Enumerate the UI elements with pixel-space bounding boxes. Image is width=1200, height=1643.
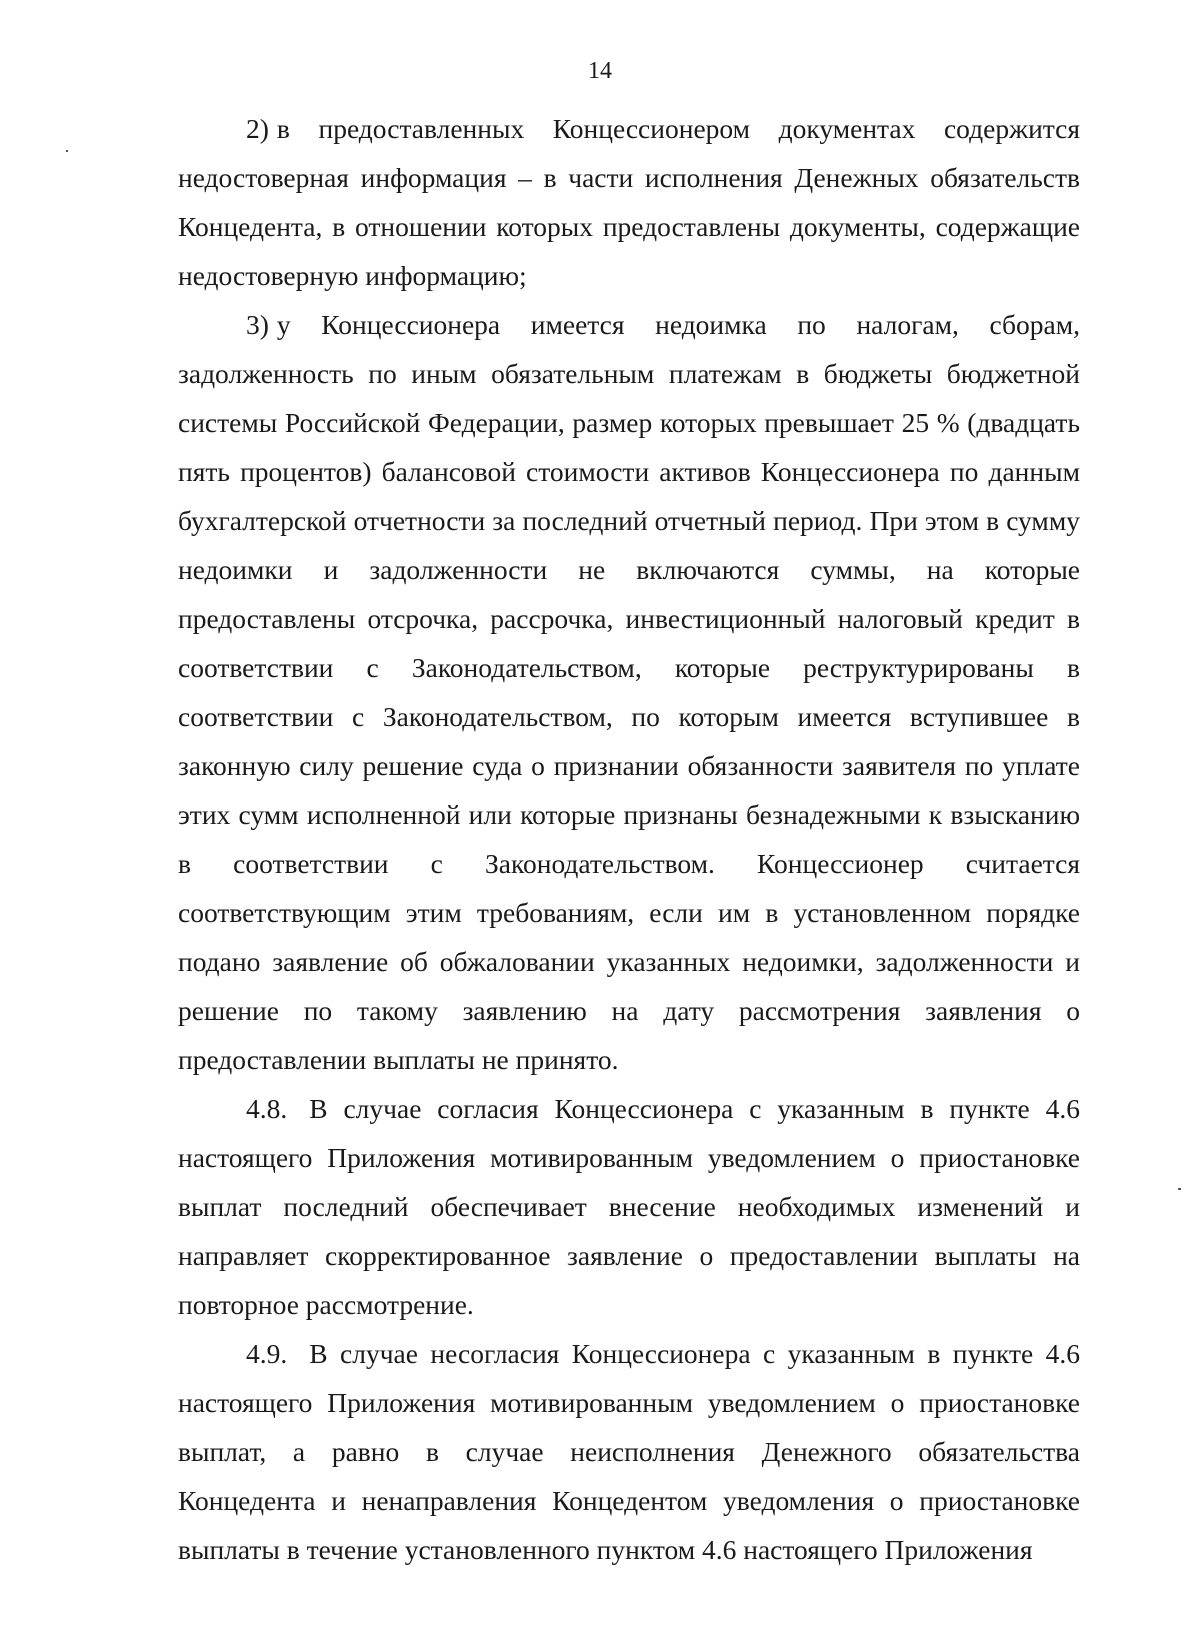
paragraph-text: у Концессионера имеется недоимка по налогам, сборам, задолженность по иным обязательным платежам в бюджеты бюджетной системы Российской Федерации, размер которых превышает 25 % (двадцать пять процентов) балансовой стоимости активов Концессионера по данным бухгалтерской отчетности за последний отчетный период. При этом в сумму недоимки и задолженности не включаются суммы, на которые предоставлены отсрочка, рассрочка, инвестиционный налоговый кредит в соответствии с Законодательством, которые реструктурированы в соответствии с Законодательством, по которым имеется вступившее в законную силу решение суда о признании обязанности заявителя по уплате этих сумм исполненной или которые признаны безнадежными к взысканию в соответствии с Законодательством. Концессионер считается соответствующим этим требованиям, если им в установленном порядке подано заявление об обжаловании указанных недоимки, задолженности и решение по такому заявлению на дату рассмотрения заявления о предоставлении выплаты не принято. [178,309,1080,1075]
paragraph-text: В случае согласия Концессионера с указанным в пункте 4.6 настоящего Приложения мотивированным уведомлением о приостановке выплат последний обеспечивает внесение необходимых изменений и направляет скорректированное заявление о предоставлении выплаты на повторное рассмотрение. [178,1093,1080,1320]
page-number: 14 [588,58,612,84]
paragraph-subitem-3 [178,300,1080,1084]
paragraph-4-9 [178,1329,1080,1574]
paragraph-number: 3) [246,309,269,340]
paragraph-number: 4.8. [246,1093,288,1124]
paragraph-text: В случае несогласия Концессионера с указанным в пункте 4.6 настоящего Приложения мотивированным уведомлением о приостановке выплат, а равно в случае неисполнения Денежного обязательства Концедента и ненаправления Концедентом уведомления о приостановке выплаты в течение установленного пунктом 4.6 настоящего Приложения [178,1338,1080,1565]
paragraph-number: 2) [246,113,269,144]
paragraph-4-8 [178,1084,1080,1329]
document-body [178,104,1080,1574]
paragraph-text: в предоставленных Концессионером документах содержится недостоверная информация – в части исполнения Денежных обязательств Концедента, в отношении которых предоставлены документы, содержащие недостоверную информацию; [178,113,1080,291]
scan-speck-right [1178,1188,1181,1190]
paragraph-number: 4.9. [246,1338,288,1369]
paragraph-subitem-2 [178,104,1080,300]
scan-speck-left [66,150,68,152]
